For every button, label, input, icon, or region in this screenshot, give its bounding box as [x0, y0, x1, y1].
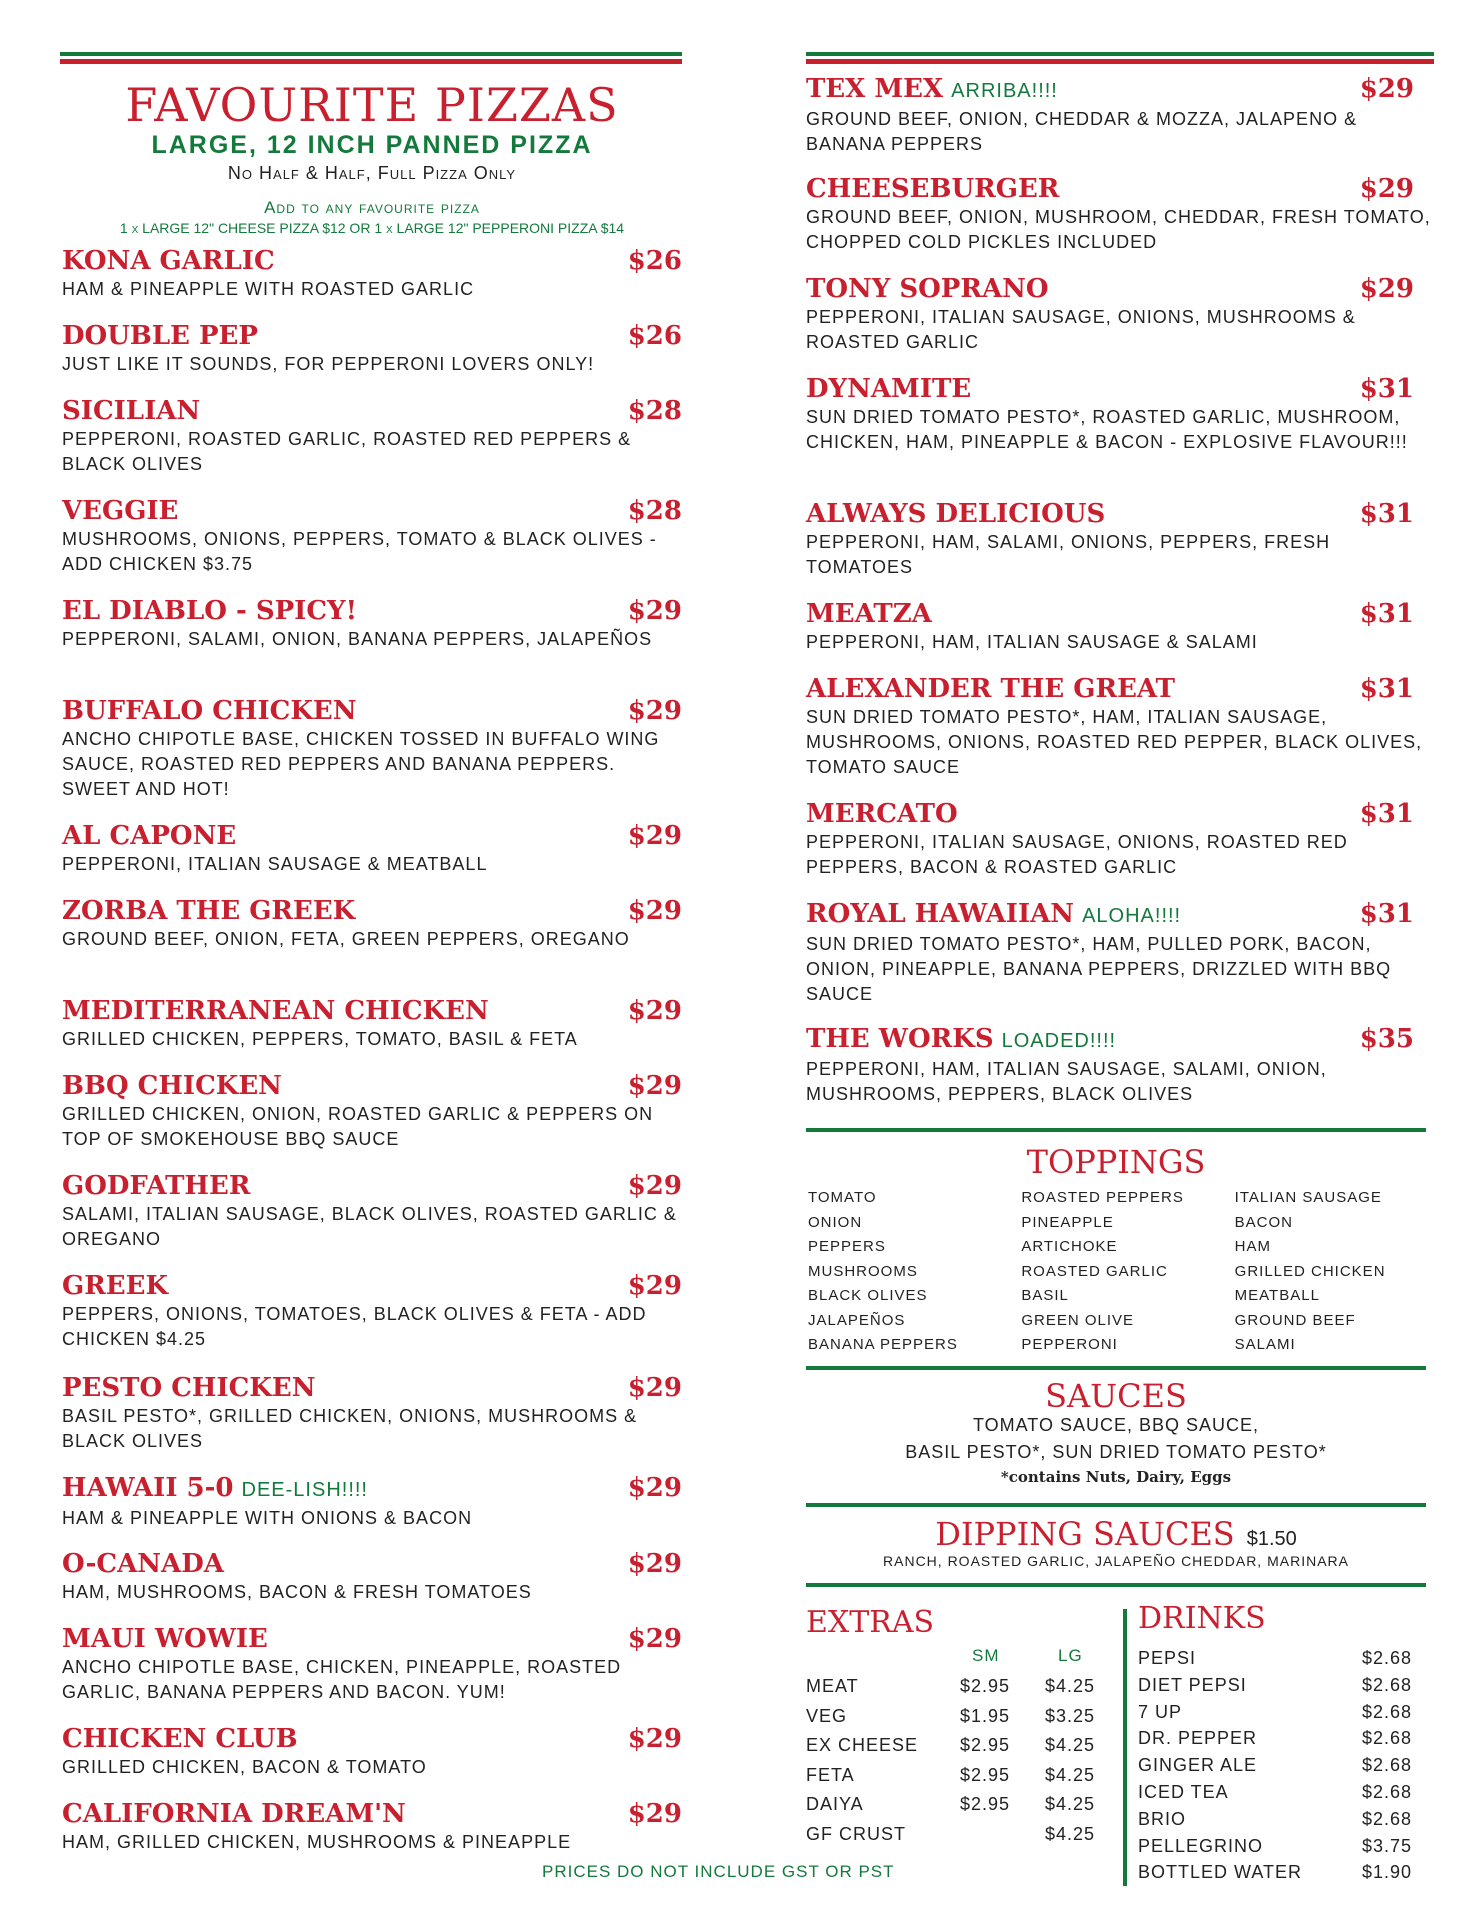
sauces-line-2: BASIL PESTO*, SUN DRIED TOMATO PESTO*: [905, 1442, 1327, 1462]
pizza-price: $29: [627, 821, 682, 851]
topping-item: MUSHROOMS: [808, 1262, 918, 1280]
drink-name: BOTTLED WATER: [1138, 1862, 1303, 1883]
pizza-description: BASIL PESTO*, GRILLED CHICKEN, ONIONS, MUSHROOMS & BLACK OLIVES: [62, 1406, 638, 1451]
topping-item: BACON: [1234, 1213, 1293, 1231]
pizza-name: [806, 74, 1432, 106]
extras-sm-price: $2.95: [960, 1794, 1011, 1814]
pizza-name-text: ALWAYS DELICIOUS: [806, 499, 1106, 529]
pizza-name-text: BUFFALO CHICKEN: [62, 696, 357, 726]
pizza-description: SALAMI, ITALIAN SAUSAGE, BLACK OLIVES, ROASTED GARLIC & OREGANO: [62, 1204, 677, 1249]
pizza-price: $29: [1359, 74, 1414, 104]
topping-item: JALAPEÑOS: [808, 1311, 906, 1329]
topping-item: BASIL: [1021, 1287, 1069, 1304]
pizza-name-text: MAUI WOWIE: [62, 1624, 268, 1654]
pizza-name-text: GODFATHER: [62, 1171, 251, 1201]
topping-item: ROASTED PEPPERS: [1021, 1189, 1184, 1206]
pizza-description: ANCHO CHIPOTLE BASE, CHICKEN, PINEAPPLE, ROASTED GARLIC, BANANA PEPPERS AND BACON. YUM!: [62, 1657, 622, 1702]
pizza-item: [62, 1549, 682, 1605]
pizza-item: [62, 1071, 682, 1152]
topping-item: HAM: [1234, 1238, 1271, 1255]
pizza-description: GROUND BEEF, ONION, CHEDDAR & MOZZA, JALAPENO & BANANA PEPPERS: [806, 109, 1358, 154]
pizza-name-text: TONY SOPRANO: [806, 274, 1049, 304]
pizza-price: $26: [627, 246, 682, 276]
pizza-name-text: VEGGIE: [62, 496, 179, 526]
pizza-name-text: ROYAL HAWAIIAN: [806, 899, 1075, 929]
pizza-price: $29: [627, 1171, 682, 1201]
pizza-description: HAM & PINEAPPLE WITH ROASTED GARLIC: [62, 279, 475, 299]
pizza-name-text: BBQ CHICKEN: [62, 1071, 282, 1101]
pizza-price: $28: [627, 396, 682, 426]
topping-item: PEPPERS: [808, 1238, 886, 1255]
pizza-name: [806, 374, 1432, 404]
extras-row: [806, 1824, 1116, 1852]
pizza-item: [62, 696, 682, 802]
pizza-name: [62, 321, 682, 351]
pizza-item: [62, 1373, 682, 1454]
extras-row: [806, 1735, 1116, 1763]
pizza-name: [62, 996, 682, 1026]
pizza-name: [806, 599, 1432, 629]
pizza-price: $29: [627, 1549, 682, 1579]
topping-item: ARTICHOKE: [1021, 1238, 1118, 1255]
pizza-item: [806, 1024, 1432, 1107]
pizza-price: $31: [1359, 899, 1414, 929]
pizza-name: [806, 799, 1432, 829]
pizza-price: $31: [1359, 499, 1414, 529]
pizza-name: [62, 496, 682, 526]
pizza-price: $29: [627, 1624, 682, 1654]
drink-name: GINGER ALE: [1138, 1755, 1258, 1776]
pizza-name-text: AL CAPONE: [62, 821, 237, 851]
pizza-name-text: PESTO CHICKEN: [62, 1373, 316, 1403]
pizza-description: SUN DRIED TOMATO PESTO*, ROASTED GARLIC, MUSHROOM, CHICKEN, HAM, PINEAPPLE & BACON - EXPLOSIVE FLAVOUR!!!: [806, 407, 1408, 452]
pizza-description: JUST LIKE IT SOUNDS, FOR PEPPERONI LOVERS ONLY!: [62, 354, 595, 374]
pizza-name: [806, 499, 1432, 529]
pizza-name: [806, 899, 1432, 931]
pizza-name: [62, 1473, 682, 1505]
pizza-description: GROUND BEEF, ONION, FETA, GREEN PEPPERS, OREGANO: [62, 929, 630, 949]
pizza-name: [806, 174, 1432, 204]
page-title: FAVOURITE PIZZAS: [125, 78, 619, 132]
pizza-price: $29: [627, 596, 682, 626]
extras-item-name: MEAT: [806, 1676, 859, 1696]
pizza-name: [62, 596, 682, 626]
extras-item-name: GF CRUST: [806, 1823, 906, 1844]
pizza-item: [806, 374, 1432, 455]
pizza-item: [806, 174, 1432, 255]
extras-row: [806, 1765, 1116, 1793]
pizza-description: PEPPERONI, HAM, SALAMI, ONIONS, PEPPERS, FRESH TOMATOES: [806, 532, 1331, 577]
menu-header: [62, 78, 682, 236]
extras-item-name: EX CHEESE: [806, 1735, 919, 1755]
drink-price: $2.68: [1361, 1782, 1412, 1802]
pizza-name: [806, 274, 1432, 304]
toppings-title: TOPPINGS: [1026, 1143, 1206, 1181]
drink-name: BRIO: [1138, 1808, 1187, 1829]
pizza-price: $29: [1359, 174, 1414, 204]
left-top-stripe: [60, 52, 682, 64]
pizza-price: $29: [627, 996, 682, 1026]
pizza-description: GRILLED CHICKEN, BACON & TOMATO: [62, 1757, 427, 1777]
pizza-name: [62, 1071, 682, 1101]
sauces-rule: [806, 1366, 1426, 1370]
drinks-title: DRINKS: [1138, 1601, 1266, 1636]
drink-price: $2.68: [1361, 1701, 1412, 1722]
pizza-item: [806, 599, 1432, 655]
pizza-price: $29: [627, 696, 682, 726]
pizza-name: [62, 1624, 682, 1654]
pizza-name-text: MEATZA: [806, 599, 932, 629]
pizza-price: $31: [1359, 599, 1414, 629]
pizza-price: $29: [627, 1373, 682, 1403]
topping-item: MEATBALL: [1234, 1287, 1320, 1304]
pizza-price: $29: [627, 1271, 682, 1301]
extras-row: [806, 1706, 1116, 1734]
dipping-title: DIPPING SAUCES: [935, 1515, 1235, 1553]
pizza-name-text: CHEESEBURGER: [806, 174, 1060, 204]
pizza-item: [62, 996, 682, 1052]
right-top-stripe: [806, 52, 1434, 64]
pizza-description: HAM & PINEAPPLE WITH ONIONS & BACON: [62, 1508, 473, 1528]
pizza-name-text: CHICKEN CLUB: [62, 1724, 298, 1754]
extras-item-name: FETA: [806, 1764, 855, 1785]
pizza-tagline: ARRIBA!!!!: [951, 80, 1058, 102]
topping-item: SALAMI: [1234, 1336, 1296, 1353]
drinks-section: [1138, 1601, 1418, 1883]
pizza-description: PEPPERONI, ITALIAN SAUSAGE, ONIONS, MUSHROOMS & ROASTED GARLIC: [806, 307, 1356, 352]
pizza-description: ANCHO CHIPOTLE BASE, CHICKEN TOSSED IN BUFFALO WING SAUCE, ROASTED RED PEPPERS AND BANANA PEPPERS. SWEET AND HOT!: [62, 729, 660, 799]
pizza-name: [62, 1724, 682, 1754]
pizza-item: [62, 1171, 682, 1252]
toppings-column: [1235, 1186, 1448, 1358]
pizza-name: [62, 246, 682, 276]
add-on-offer: 1 x LARGE 12" CHEESE PIZZA $12 OR 1 x LARGE 12" PEPPERONI PIZZA $14: [119, 219, 625, 236]
drink-row: [1138, 1836, 1412, 1863]
topping-item: ROASTED GARLIC: [1021, 1262, 1168, 1280]
pizza-item: [62, 496, 682, 577]
pizza-item: [62, 1724, 682, 1780]
pizza-item: [62, 246, 682, 302]
toppings-rule: [806, 1128, 1426, 1132]
allergen-note: *contains Nuts, Dairy, Eggs: [1000, 1468, 1232, 1486]
pizza-description: PEPPERS, ONIONS, TOMATOES, BLACK OLIVES & FETA - ADD CHICKEN $4.25: [62, 1304, 647, 1349]
pizza-price: $29: [627, 1799, 682, 1829]
pizza-description: GROUND BEEF, ONION, MUSHROOM, CHEDDAR, FRESH TOMATO, CHOPPED COLD PICKLES INCLUDED: [806, 207, 1431, 252]
pizza-name-text: THE WORKS: [806, 1024, 994, 1054]
tax-footer: PRICES DO NOT INCLUDE GST OR PST: [542, 1862, 895, 1881]
pizza-description: SUN DRIED TOMATO PESTO*, HAM, ITALIAN SAUSAGE, MUSHROOMS, ONIONS, ROASTED RED PEPPER, BLACK OLIVES, TOMATO SAUCE: [806, 707, 1423, 777]
extras-row: [806, 1676, 1116, 1704]
pizza-item: [62, 596, 682, 652]
extras-lg-price: $3.25: [1045, 1705, 1096, 1726]
page-subtitle: LARGE, 12 INCH PANNED PIZZA: [151, 131, 593, 159]
extras-rule: [806, 1583, 1426, 1587]
pizza-name-text: GREEK: [62, 1271, 169, 1301]
drink-name: PELLEGRINO: [1138, 1835, 1264, 1856]
pizza-name: [806, 674, 1432, 704]
pizza-name: [806, 1024, 1432, 1056]
topping-item: GROUND BEEF: [1234, 1311, 1356, 1329]
pizza-name: [62, 1549, 682, 1579]
pizza-description: SUN DRIED TOMATO PESTO*, HAM, PULLED PORK, BACON, ONION, PINEAPPLE, BANANA PEPPERS, DRIZZLED WITH BBQ SAUCE: [806, 934, 1392, 1004]
pizza-item: [62, 821, 682, 877]
pizza-name: [62, 1799, 682, 1829]
toppings-column: [1021, 1186, 1234, 1358]
extras-row: [806, 1794, 1116, 1822]
drink-price: $2.68: [1361, 1728, 1412, 1749]
pizza-item: [62, 1624, 682, 1705]
extras-lg-price: $4.25: [1045, 1764, 1096, 1785]
extras-sm-price: $2.95: [960, 1735, 1011, 1755]
drink-row: [1138, 1675, 1412, 1702]
pizza-name-text: SICILIAN: [62, 396, 201, 426]
pizza-item: [62, 1271, 682, 1352]
drink-name: PEPSI: [1138, 1648, 1197, 1668]
drink-name: ICED TEA: [1138, 1782, 1229, 1802]
topping-item: GRILLED CHICKEN: [1234, 1262, 1386, 1280]
extras-sm-price: $2.95: [960, 1676, 1011, 1696]
pizza-price: $29: [627, 1071, 682, 1101]
drink-row: [1138, 1755, 1412, 1782]
pizza-name: [62, 1171, 682, 1201]
pizza-name-text: DYNAMITE: [806, 374, 972, 404]
drink-row: [1138, 1702, 1412, 1729]
pizza-item: [62, 396, 682, 477]
pizza-name: [62, 396, 682, 426]
extras-sm-header: SM: [972, 1646, 1000, 1665]
drink-price: $3.75: [1361, 1835, 1412, 1856]
pizza-price: $35: [1359, 1024, 1414, 1054]
pizza-name-text: ZORBA THE GREEK: [62, 896, 356, 926]
pizza-name-text: ALEXANDER THE GREAT: [806, 674, 1175, 704]
topping-item: PEPPERONI: [1021, 1336, 1118, 1353]
topping-item: BANANA PEPPERS: [808, 1336, 958, 1353]
drink-name: DIET PEPSI: [1138, 1674, 1247, 1695]
pizza-description: PEPPERONI, SALAMI, ONION, BANANA PEPPERS, JALAPEÑOS: [62, 629, 653, 649]
pizza-item: [62, 1473, 682, 1531]
pizza-name: [62, 896, 682, 926]
pizza-item: [62, 1799, 682, 1855]
pizza-name: [62, 821, 682, 851]
extras-drinks-divider: [1123, 1609, 1127, 1886]
pizza-description: PEPPERONI, ITALIAN SAUSAGE & MEATBALL: [62, 854, 488, 874]
pizza-name-text: MEDITERRANEAN CHICKEN: [62, 996, 489, 1026]
drink-price: $2.68: [1361, 1755, 1412, 1776]
topping-item: PINEAPPLE: [1021, 1213, 1114, 1231]
dipping-list: RANCH, ROASTED GARLIC, JALAPEÑO CHEDDAR, MARINARA: [883, 1553, 1349, 1569]
toppings-column: [808, 1186, 1021, 1358]
pizza-price: $31: [1359, 674, 1414, 704]
toppings-list: [808, 1186, 1448, 1358]
pizza-price: $31: [1359, 799, 1414, 829]
pizza-item: [806, 274, 1432, 355]
drink-price: $2.68: [1361, 1674, 1412, 1695]
topping-item: ITALIAN SAUSAGE: [1234, 1189, 1382, 1206]
pizza-tagline: ALOHA!!!!: [1082, 905, 1182, 927]
pizza-tagline: DEE-LISH!!!!: [241, 1479, 368, 1501]
topping-item: TOMATO: [808, 1189, 877, 1206]
pizza-name-text: TEX MEX: [806, 74, 944, 104]
pizza-price: $29: [627, 896, 682, 926]
drink-row: [1138, 1728, 1412, 1755]
extras-section: [806, 1605, 1116, 1844]
pizza-description: MUSHROOMS, ONIONS, PEPPERS, TOMATO & BLACK OLIVES - ADD CHICKEN $3.75: [62, 529, 657, 574]
add-on-title: Add to any favourite pizza: [264, 197, 480, 217]
extras-item-name: DAIYA: [806, 1794, 864, 1814]
extras-lg-header: LG: [1058, 1646, 1083, 1665]
pizza-description: PEPPERONI, ITALIAN SAUSAGE, ONIONS, ROASTED RED PEPPERS, BACON & ROASTED GARLIC: [806, 832, 1348, 877]
half-half-note: No Half & Half, Full Pizza Only: [227, 162, 517, 183]
drink-row: [1138, 1782, 1412, 1809]
drink-price: $1.90: [1361, 1862, 1412, 1883]
drink-price: $2.68: [1361, 1648, 1412, 1668]
pizza-item: [806, 499, 1432, 580]
pizza-name: [62, 1373, 682, 1403]
topping-item: ONION: [808, 1213, 863, 1231]
pizza-description: HAM, GRILLED CHICKEN, MUSHROOMS & PINEAPPLE: [62, 1832, 572, 1852]
pizza-description: PEPPERONI, HAM, ITALIAN SAUSAGE, SALAMI, ONION, MUSHROOMS, PEPPERS, BLACK OLIVES: [806, 1059, 1327, 1104]
pizza-item: [62, 321, 682, 377]
extras-title: EXTRAS: [806, 1605, 935, 1640]
dipping-price: $1.50: [1246, 1528, 1297, 1550]
topping-item: BLACK OLIVES: [808, 1287, 928, 1304]
drink-row: [1138, 1809, 1412, 1836]
pizza-item: [806, 899, 1432, 1007]
pizza-price: $28: [627, 496, 682, 526]
pizza-name-text: DOUBLE PEP: [62, 321, 258, 351]
drink-row: [1138, 1862, 1412, 1889]
pizza-description: PEPPERONI, ROASTED GARLIC, ROASTED RED PEPPERS & BLACK OLIVES: [62, 429, 632, 474]
topping-item: GREEN OLIVE: [1021, 1311, 1135, 1329]
pizza-item: [806, 74, 1432, 157]
pizza-name: [62, 1271, 682, 1301]
drink-price: $2.68: [1361, 1808, 1412, 1829]
pizza-name-text: MERCATO: [806, 799, 958, 829]
pizza-name: [62, 696, 682, 726]
sauces-title: SAUCES: [1045, 1377, 1187, 1415]
pizza-price: $31: [1359, 374, 1414, 404]
drink-row: [1138, 1648, 1412, 1675]
pizza-name-text: EL DIABLO - SPICY!: [62, 596, 357, 626]
pizza-item: [806, 799, 1432, 880]
pizza-price: $29: [1359, 274, 1414, 304]
extras-lg-price: $4.25: [1045, 1735, 1096, 1755]
extras-lg-price: $4.25: [1045, 1676, 1096, 1696]
pizza-name-text: CALIFORNIA DREAM'N: [62, 1799, 406, 1829]
pizza-item: [806, 674, 1432, 780]
dipping-rule: [806, 1503, 1426, 1507]
pizza-description: HAM, MUSHROOMS, BACON & FRESH TOMATOES: [62, 1582, 532, 1602]
extras-lg-price: $4.25: [1045, 1823, 1096, 1844]
pizza-description: GRILLED CHICKEN, PEPPERS, TOMATO, BASIL & FETA: [62, 1029, 578, 1049]
drink-name: 7 UP: [1138, 1701, 1183, 1722]
extras-sm-price: $2.95: [960, 1764, 1011, 1785]
extras-item-name: VEG: [806, 1705, 848, 1726]
pizza-price: $29: [627, 1724, 682, 1754]
pizza-name-text: KONA GARLIC: [62, 246, 275, 276]
dipping-title-row: [806, 1515, 1426, 1553]
pizza-price: $26: [627, 321, 682, 351]
extras-lg-price: $4.25: [1045, 1794, 1096, 1814]
extras-sm-price: $1.95: [960, 1705, 1011, 1726]
pizza-tagline: LOADED!!!!: [1001, 1030, 1117, 1052]
sauces-line-1: TOMATO SAUCE, BBQ SAUCE,: [972, 1415, 1260, 1435]
pizza-price: $29: [627, 1473, 682, 1503]
pizza-name-text: HAWAII 5-0: [62, 1473, 234, 1503]
pizza-description: GRILLED CHICKEN, ONION, ROASTED GARLIC & PEPPERS ON TOP OF SMOKEHOUSE BBQ SAUCE: [62, 1104, 654, 1149]
pizza-item: [62, 896, 682, 952]
drink-name: DR. PEPPER: [1138, 1728, 1258, 1749]
pizza-description: PEPPERONI, HAM, ITALIAN SAUSAGE & SALAMI: [806, 632, 1258, 652]
pizza-name-text: O-CANADA: [62, 1549, 224, 1579]
